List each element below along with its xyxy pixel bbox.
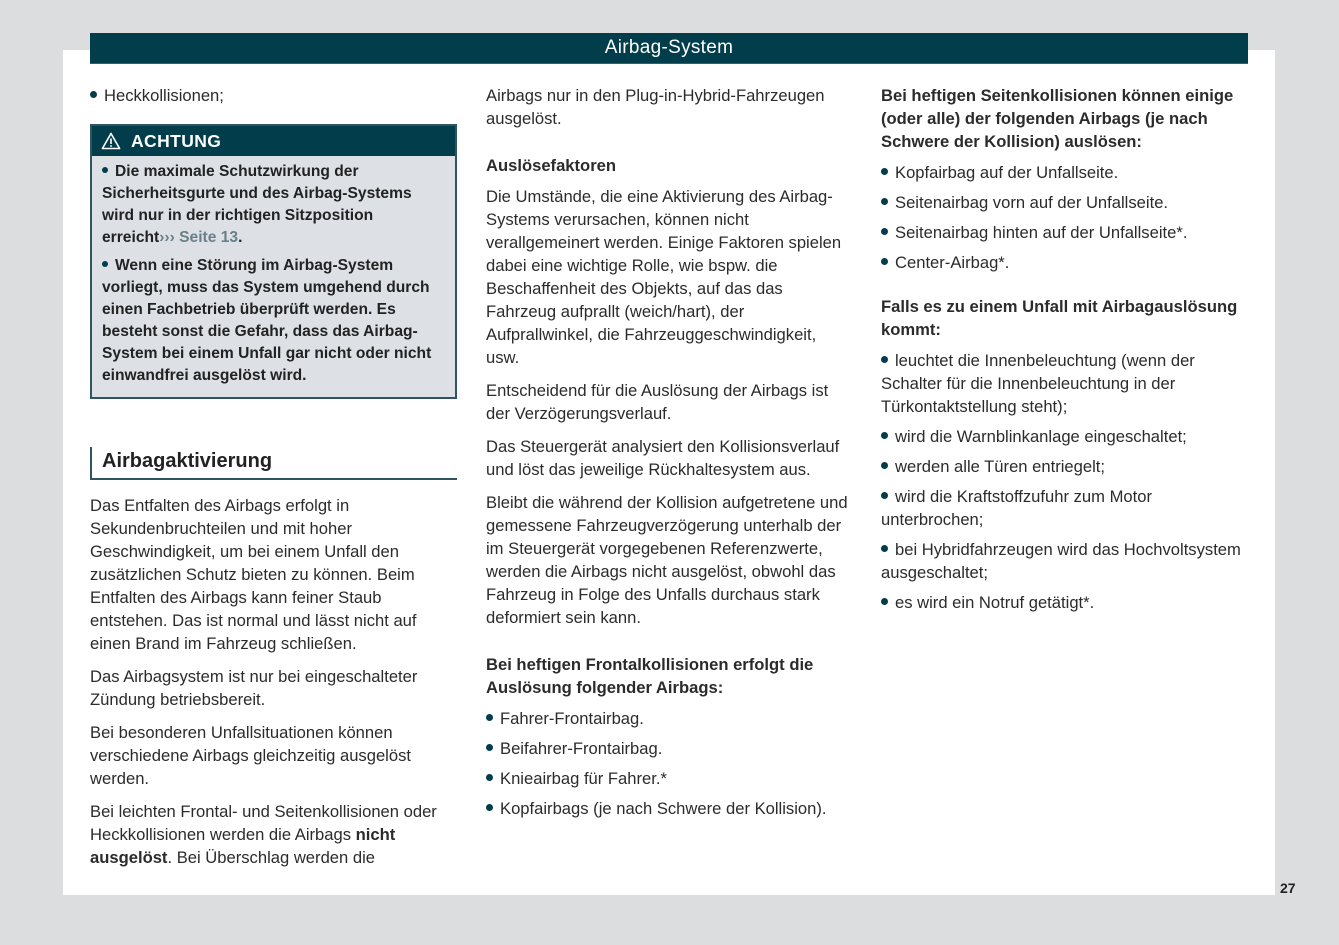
paragraph: Das Airbagsystem ist nur bei eingeschalteter Zündung betriebsbereit. [90, 667, 418, 709]
column-middle [486, 84, 853, 827]
paragraph: Bleibt die während der Kollision aufgetretene und gemessene Fahrzeugverzögerung unterhalb der im Steuergerät vorgegebenen Referenzwerte, werden die Airbags nicht ausgelöst, obwohl das Fahrzeug in Folge des Unfalls durchaus stark deformiert sein kann. [486, 493, 848, 627]
bullet-icon [486, 804, 493, 811]
list-item: wird die Warnblinkanlage eingeschaltet; [881, 425, 1248, 448]
bullet-icon [881, 356, 888, 363]
warning-title: ACHTUNG [131, 130, 222, 151]
bullet-icon [881, 492, 888, 499]
page-reference-link[interactable]: ››› Seite 13 [159, 229, 239, 246]
bullet-icon [881, 258, 888, 265]
list-item: es wird ein Notruf getätigt*. [881, 591, 1248, 614]
list-item: wird die Kraftstoffzufuhr zum Motor unterbrochen; [881, 487, 1152, 529]
bullet-icon [881, 228, 888, 235]
chapter-title: Airbag-System [604, 37, 734, 58]
subheading: Falls es zu einem Unfall mit Airbagauslösung kommt: [881, 297, 1238, 339]
bullet-icon [881, 598, 888, 605]
bullet-icon [486, 744, 493, 751]
paragraph: Bei leichten Frontal- und Seitenkollisionen oder Heckkollisionen werden die Airbags nicht ausgelöst. Bei Überschlag werden die [90, 802, 437, 867]
subheading: Bei heftigen Seitenkollisionen können einige (oder alle) der folgenden Airbags (je nach Schwere der Kollision) auslösen: [881, 86, 1234, 151]
list-item: Seitenairbag hinten auf der Unfallseite*. [881, 221, 1248, 244]
list-item: Heckkollisionen; [90, 84, 457, 107]
bullet-icon [881, 168, 888, 175]
column-right [881, 84, 1248, 621]
warning-box [90, 124, 457, 399]
list-item: Seitenairbag vorn auf der Unfallseite. [881, 191, 1248, 214]
page-number: 27 [1280, 880, 1296, 896]
list-item: Center-Airbag*. [881, 251, 1248, 274]
list-item: Fahrer-Frontairbag. [486, 707, 853, 730]
list-item: leuchtet die Innenbeleuchtung (wenn der Schalter für die Innenbeleuchtung in der Türkontaktstellung steht); [881, 351, 1195, 416]
column-left [90, 84, 457, 879]
list-item: Beifahrer-Frontairbag. [486, 737, 853, 760]
bullet-icon [486, 714, 493, 721]
bullet-icon [486, 774, 493, 781]
list-item: bei Hybridfahrzeugen wird das Hochvoltsystem ausgeschaltet; [881, 540, 1241, 582]
subheading: Auslösefaktoren [486, 156, 617, 175]
list-item: Knieairbag für Fahrer.* [486, 767, 853, 790]
list-item: Kopfairbag auf der Unfallseite. [881, 161, 1248, 184]
emphasis: nicht ausgelöst [90, 825, 396, 867]
chapter-header-bar [90, 33, 1248, 64]
paragraph: Bei besonderen Unfallsituationen können verschiedene Airbags gleichzeitig ausgelöst werden. [90, 723, 412, 788]
warning-item: Wenn eine Störung im Airbag-System vorliegt, muss das System umgehend durch einen Fachbetrieb überprüft werden. Es besteht sonst die Gefahr, dass das Airbag-System bei einem Unfall gar nicht oder nicht einwandfrei ausgelöst wird. [102, 257, 432, 384]
bullet-icon [881, 198, 888, 205]
warning-triangle-icon [101, 132, 121, 150]
bullet-icon [102, 167, 108, 173]
bullet-icon [881, 432, 888, 439]
bullet-icon [90, 91, 97, 98]
subheading: Bei heftigen Frontalkollisionen erfolgt die Auslösung folgender Airbags: [486, 655, 814, 697]
paragraph: Airbags nur in den Plug-in-Hybrid-Fahrzeugen ausgelöst. [486, 86, 825, 128]
bullet-icon [102, 261, 108, 267]
bullet-icon [881, 462, 888, 469]
paragraph: Die Umstände, die eine Aktivierung des Airbag-Systems verursachen, können nicht verallgemeinert werden. Einige Faktoren spielen dabei eine wichtige Rolle, wie bspw. die Beschaffenheit des Objekts, auf das das Fahrzeug aufprallt (weich/hart), der Aufprallwinkel, die Fahrzeuggeschwindigkeit, usw. [486, 187, 842, 367]
list-item: Kopfairbags (je nach Schwere der Kollision). [486, 797, 853, 820]
bullet-icon [881, 545, 888, 552]
list-item: werden alle Türen entriegelt; [881, 455, 1248, 478]
paragraph: Das Steuergerät analysiert den Kollisionsverlauf und löst das jeweilige Rückhaltesystem aus. [486, 437, 840, 479]
warning-header [92, 126, 455, 156]
warning-item: Die maximale Schutzwirkung der Sicherheitsgurte und des Airbag-Systems wird nur in der richtigen Sitzposition erreicht››› Seite 13. [102, 163, 412, 246]
paragraph: Entscheidend für die Auslösung der Airbags ist der Verzögerungsverlauf. [486, 381, 829, 423]
warning-body [92, 156, 455, 397]
section-heading: Airbagaktivierung [90, 447, 457, 480]
paragraph: Das Entfalten des Airbags erfolgt in Sekundenbruchteilen und mit hoher Geschwindigkeit, um bei einem Unfall den zusätzlichen Schutz bieten zu können. Beim Entfalten des Airbags kann feiner Staub entstehen. Das ist normal und lässt nicht auf einen Brand im Fahrzeug schließen. [90, 496, 417, 653]
